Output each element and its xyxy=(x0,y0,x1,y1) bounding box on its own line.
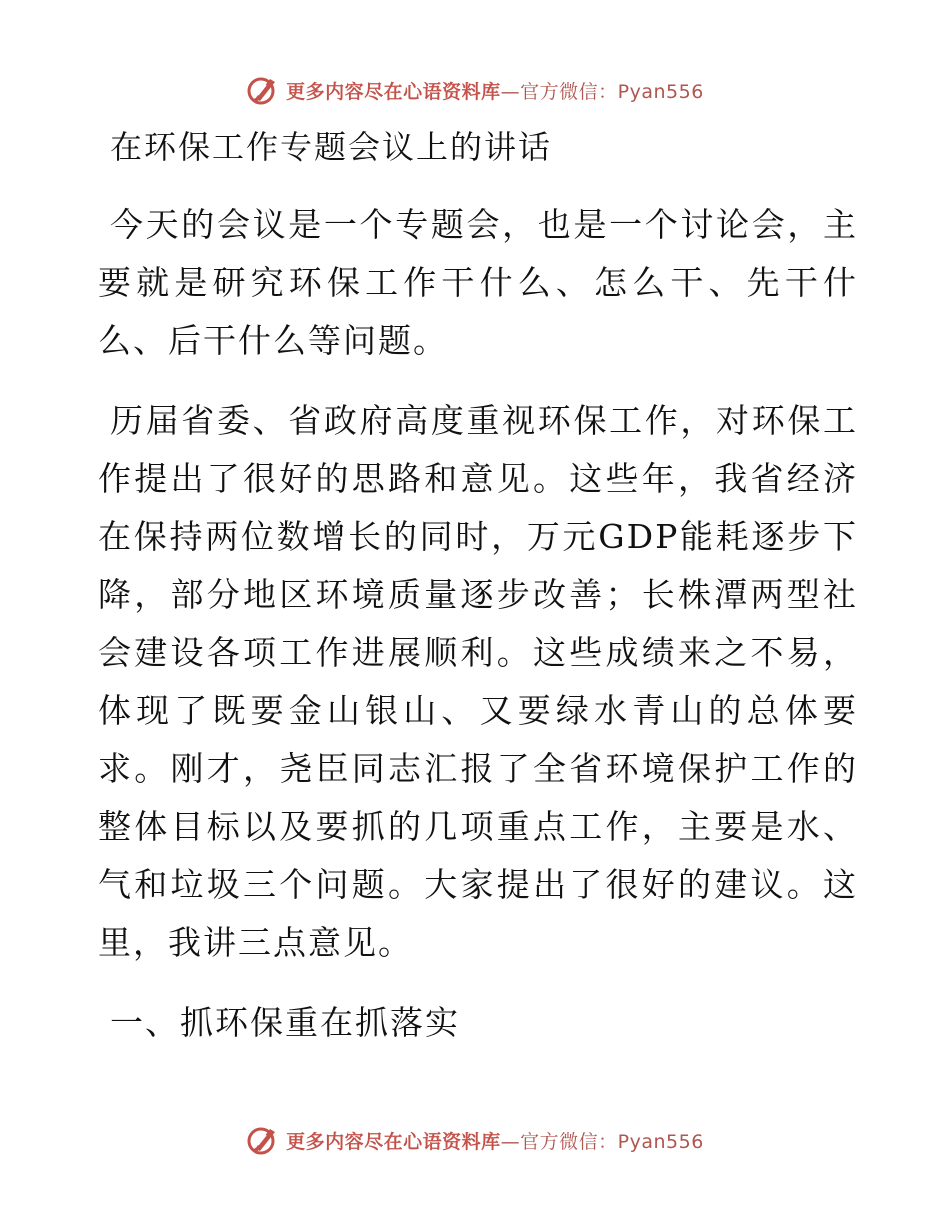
footer-banner-brand: 更多内容尽在心语资料库 xyxy=(286,1130,501,1153)
paragraph-intro: 今天的会议是一个专题会，也是一个讨论会，主要就是研究环保工作干什么、怎么干、先干什么、后干什么等问题。 xyxy=(98,205,858,360)
header-banner xyxy=(0,70,950,110)
footer-banner-separator: — xyxy=(500,1130,521,1153)
document-body xyxy=(98,122,858,1052)
footer-banner-contact: 官方微信：Pyan556 xyxy=(520,1130,704,1153)
document-title: 在环保工作专题会议上的讲话 xyxy=(110,128,553,166)
header-banner-contact: 官方微信：Pyan556 xyxy=(520,80,704,103)
header-banner-separator: — xyxy=(500,80,521,103)
quill-pen-logo-icon xyxy=(246,73,280,107)
quill-pen-logo-icon xyxy=(246,1123,280,1157)
footer-banner-text xyxy=(286,1127,704,1154)
header-banner-text xyxy=(286,77,704,104)
footer-banner xyxy=(0,1120,950,1160)
header-banner-brand: 更多内容尽在心语资料库 xyxy=(286,80,501,103)
section-heading: 一、抓环保重在抓落实 xyxy=(110,1003,460,1042)
paragraph-achievements: 历届省委、省政府高度重视环保工作，对环保工作提出了很好的思路和意见。这些年，我省经济在保持两位数增长的同时，万元GDP能耗逐步下降，部分地区环境质量逐步改善；长株潭两型社会建设各项工作进展顺利。这些成绩来之不易，体现了既要金山银山、又要绿水青山的总体要求。刚才，尧臣同志汇报了全省环境保护工作的整体目标以及要抓的几项重点工作，主要是水、气和垃圾三个问题。大家提出了很好的建议。这里，我讲三点意见。 xyxy=(98,401,858,962)
